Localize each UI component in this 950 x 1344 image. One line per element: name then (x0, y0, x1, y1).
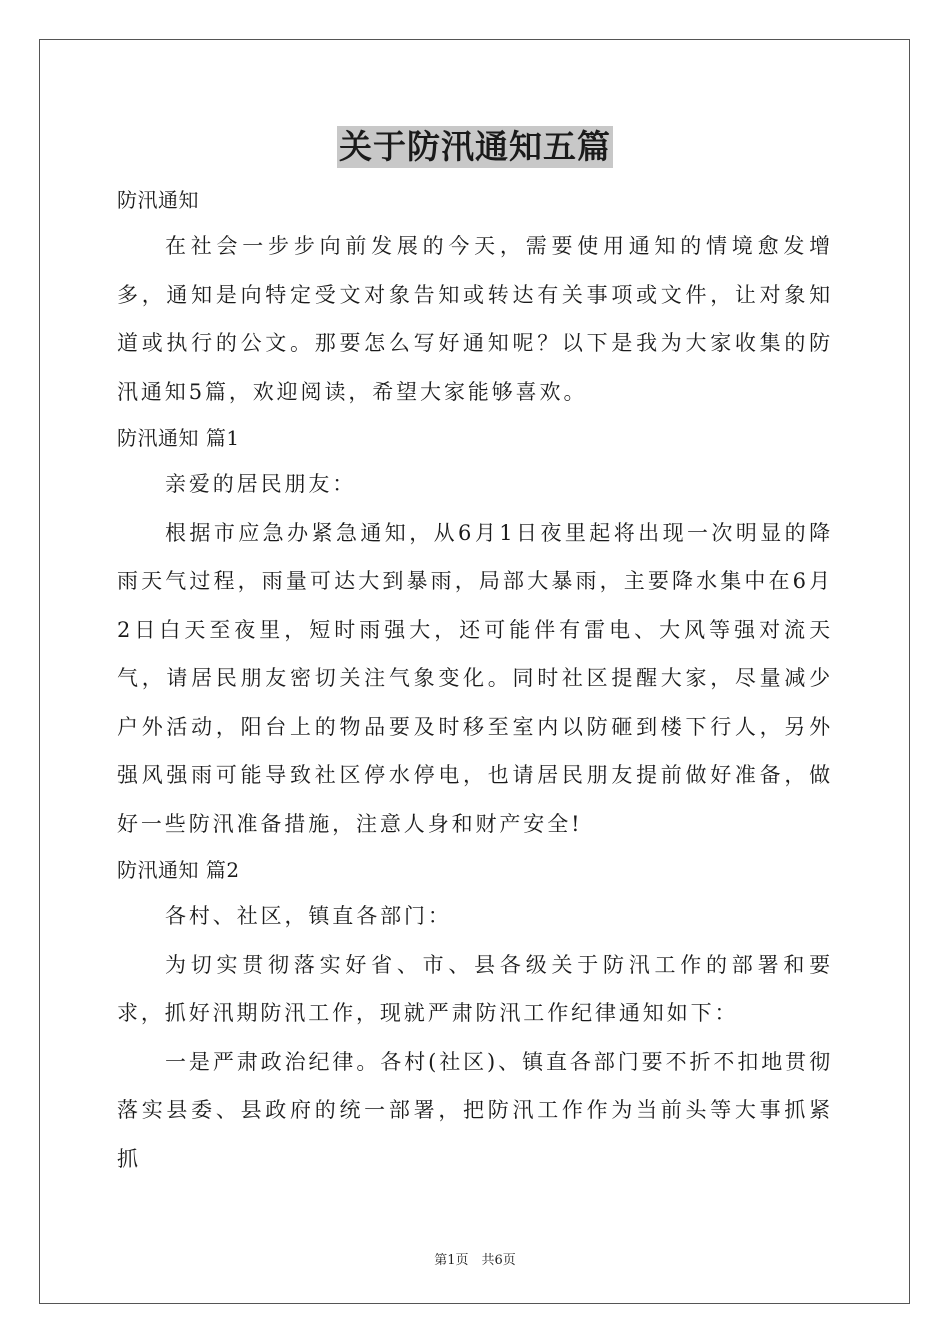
salutation: 亲爱的居民朋友： (165, 472, 357, 496)
body-paragraph: 为切实贯彻落实好省、市、县各级关于防汛工作的部署和要求，抓好汛期防汛工作，现就严肃防汛工作纪律通知如下： (117, 952, 833, 1025)
title-container (0, 126, 950, 168)
document-body (117, 178, 833, 1183)
intro-paragraph: 在社会一步步向前发展的今天，需要使用通知的情境愈发增多，通知是向特定受文对象告知或转达有关事项或文件，让对象知道或执行的公文。那要怎么写好通知呢？以下是我为大家收集的防汛通知5篇，欢迎阅读，希望大家能够喜欢。 (117, 234, 833, 404)
section-heading: 防汛通知 篇1 (117, 426, 240, 450)
salutation: 各村、社区，镇直各部门： (165, 904, 452, 928)
body-paragraph: 一是严肃政治纪律。各村(社区)、镇直各部门要不折不扣地贯彻落实县委、县政府的统一部署，把防汛工作作为当前头等大事抓紧抓 (117, 1049, 833, 1171)
page-footer: 第1页 共6页 (434, 1253, 516, 1268)
section-heading: 防汛通知 篇2 (117, 858, 240, 882)
document-title: 关于防汛通知五篇 (339, 127, 611, 166)
section-heading: 防汛通知 (117, 188, 199, 212)
body-paragraph: 根据市应急办紧急通知，从6月1日夜里起将出现一次明显的降雨天气过程，雨量可达大到暴雨，局部大暴雨，主要降水集中在6月2日白天至夜里，短时雨强大，还可能伴有雷电、大风等强对流天气，请居民朋友密切关注气象变化。同时社区提醒大家，尽量减少户外活动，阳台上的物品要及时移至室内以防砸到楼下行人，另外强风强雨可能导致社区停水停电，也请居民朋友提前做好准备，做好一些防汛准备措施，注意人身和财产安全! (117, 520, 833, 836)
